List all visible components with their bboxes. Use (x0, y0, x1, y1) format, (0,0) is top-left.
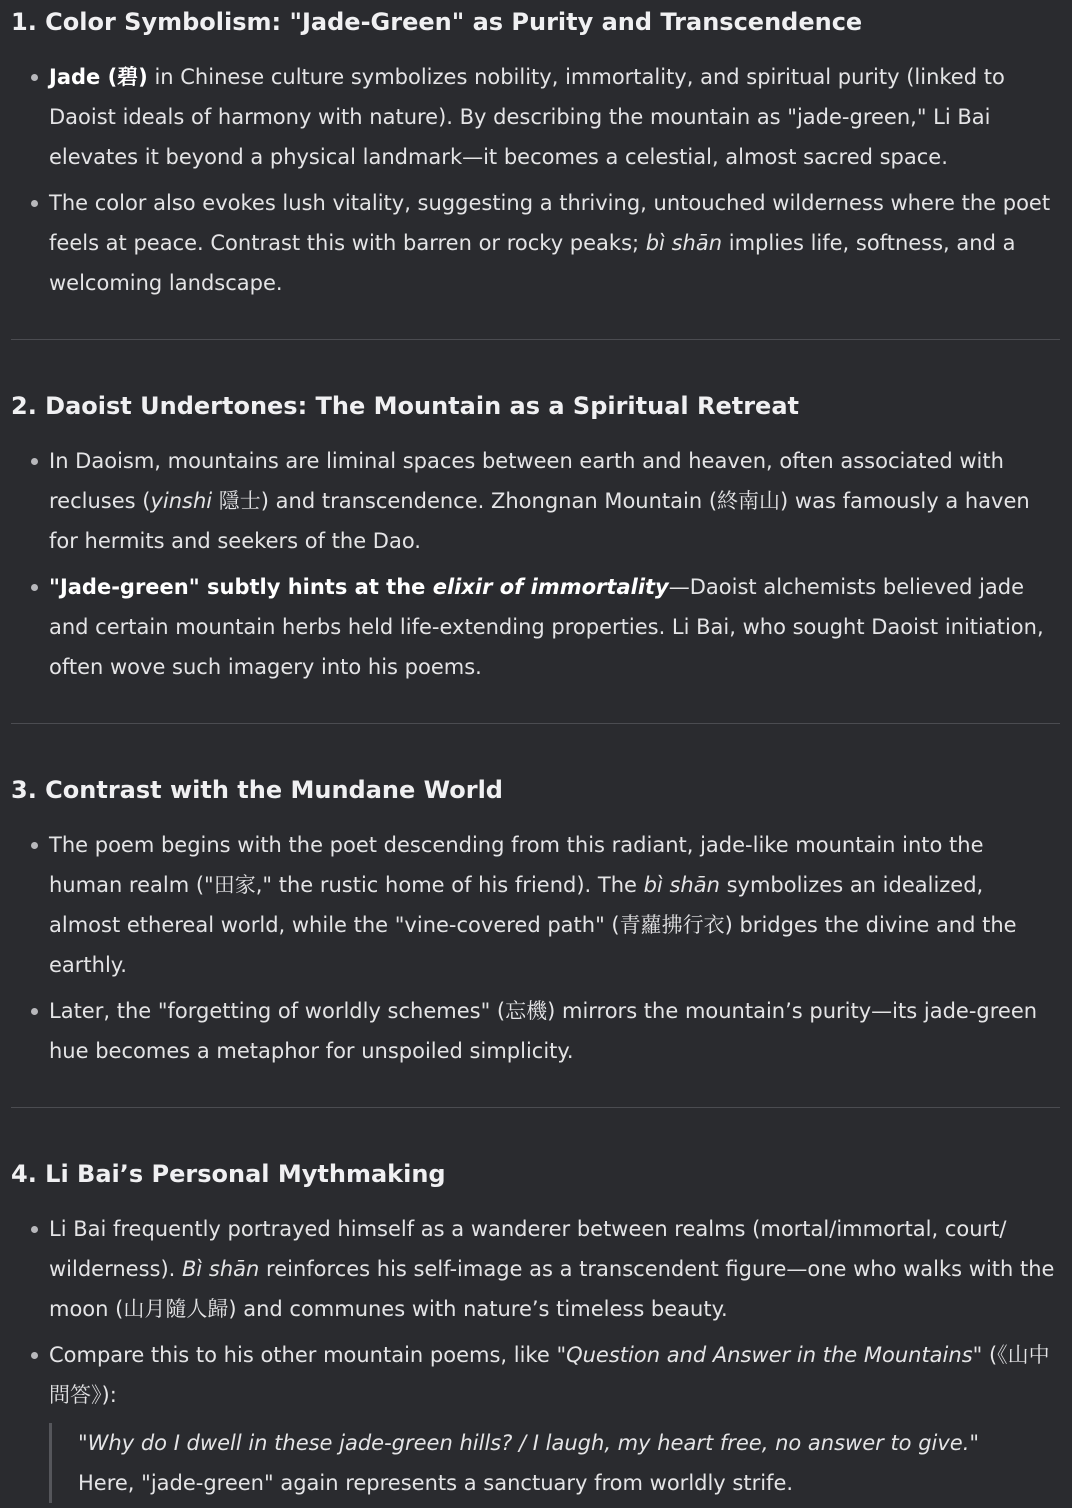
text: in Chinese culture symbolizes nobility, immortality, and spiritual purity (linked to Daoist ideals of harmony with nature). By describing the mountain as "jade-green," Li Bai elevates it beyond a physical landmark—it becomes a celestial, almost sacred space. (49, 65, 1005, 169)
italic-text: yinshi (150, 489, 213, 513)
text: The color also evokes lush vitality, suggesting a thriving, untouched wilderness where the poet feels at peace. Contrast this with barren or rocky peaks; (49, 191, 1051, 255)
section-color-symbolism (11, 0, 1060, 303)
bullet-list (11, 441, 1060, 687)
section-heading: 4. Li Bai’s Personal Mythmaking (11, 1160, 446, 1188)
section-daoist-undertones (11, 384, 1060, 687)
list-item (11, 1209, 1060, 1329)
text: (《山中問答》): (49, 1343, 1050, 1407)
list-item (11, 1335, 1060, 1415)
list-item (11, 567, 1060, 687)
bullet-list (11, 1209, 1060, 1415)
bullet-list (11, 57, 1060, 303)
section-heading: 2. Daoist Undertones: The Mountain as a Spiritual Retreat (11, 392, 800, 420)
text: implies life, softness, and a welcoming landscape. (49, 231, 1016, 295)
section-contrast-mundane (11, 768, 1060, 1071)
list-item (11, 441, 1060, 561)
bold-italic-text: elixir of immortality (432, 575, 669, 599)
section-heading: 3. Contrast with the Mundane World (11, 776, 503, 804)
bullet-list (11, 825, 1060, 1071)
list-item (11, 183, 1060, 303)
text: reinforces his self-image as a transcendent figure—one who walks with the moon (山月隨人歸) and communes with nature’s timeless beauty. (49, 1257, 1055, 1321)
bold-text: Jade (碧) (49, 65, 148, 89)
text: symbolizes an idealized, almost ethereal world, while the "vine-covered path" (青蘿拂行衣) bridges the divine and the earthly. (49, 873, 1017, 977)
text: 隱士) and transcendence. Zhongnan Mountain (終南山) was famously a haven for hermits and seekers of the Dao. (49, 489, 1030, 553)
divider (11, 339, 1060, 340)
italic-text: Bì shān (182, 1257, 260, 1281)
list-item (11, 991, 1060, 1071)
text: —Daoist alchemists believed jade and certain mountain herbs held life-extending properties. Li Bai, who sought Daoist initiation, often wove such imagery into his poems. (49, 575, 1044, 679)
quote-line: "Why do I dwell in these jade-green hills? / I laugh, my heart free, no answer to give." (78, 1431, 980, 1455)
italic-text: "Question and Answer in the Mountains" (556, 1343, 983, 1367)
section-personal-mythmaking (11, 1152, 1060, 1503)
divider (11, 1107, 1060, 1108)
text: The poem begins with the poet descending from this radiant, jade-like mountain into the human realm ("田家," the rustic home of his friend). The (49, 833, 984, 897)
text: Compare this to his other mountain poems, like (49, 1343, 557, 1367)
poem-quote (49, 1423, 1060, 1503)
quote-note: Here, "jade-green" again represents a sanctuary from worldly strife. (78, 1471, 794, 1495)
text: Later, the "forgetting of worldly schemes" (忘機) mirrors the mountain’s purity—its jade-green hue becomes a metaphor for unspoiled simplicity. (49, 999, 1038, 1063)
section-heading: 1. Color Symbolism: "Jade-Green" as Purity and Transcendence (11, 8, 863, 36)
text: Li Bai frequently portrayed himself as a wanderer between realms (mortal/immortal, court/ wilderness). (49, 1217, 1007, 1281)
list-item (11, 825, 1060, 985)
italic-text: bì shān (645, 231, 723, 255)
italic-text: bì shān (643, 873, 720, 897)
divider (11, 723, 1060, 724)
bold-text: "Jade-green" subtly hints at the (49, 575, 433, 599)
list-item (11, 57, 1060, 177)
text: In Daoism, mountains are liminal spaces between earth and heaven, often associated with recluses ( (49, 449, 1004, 513)
